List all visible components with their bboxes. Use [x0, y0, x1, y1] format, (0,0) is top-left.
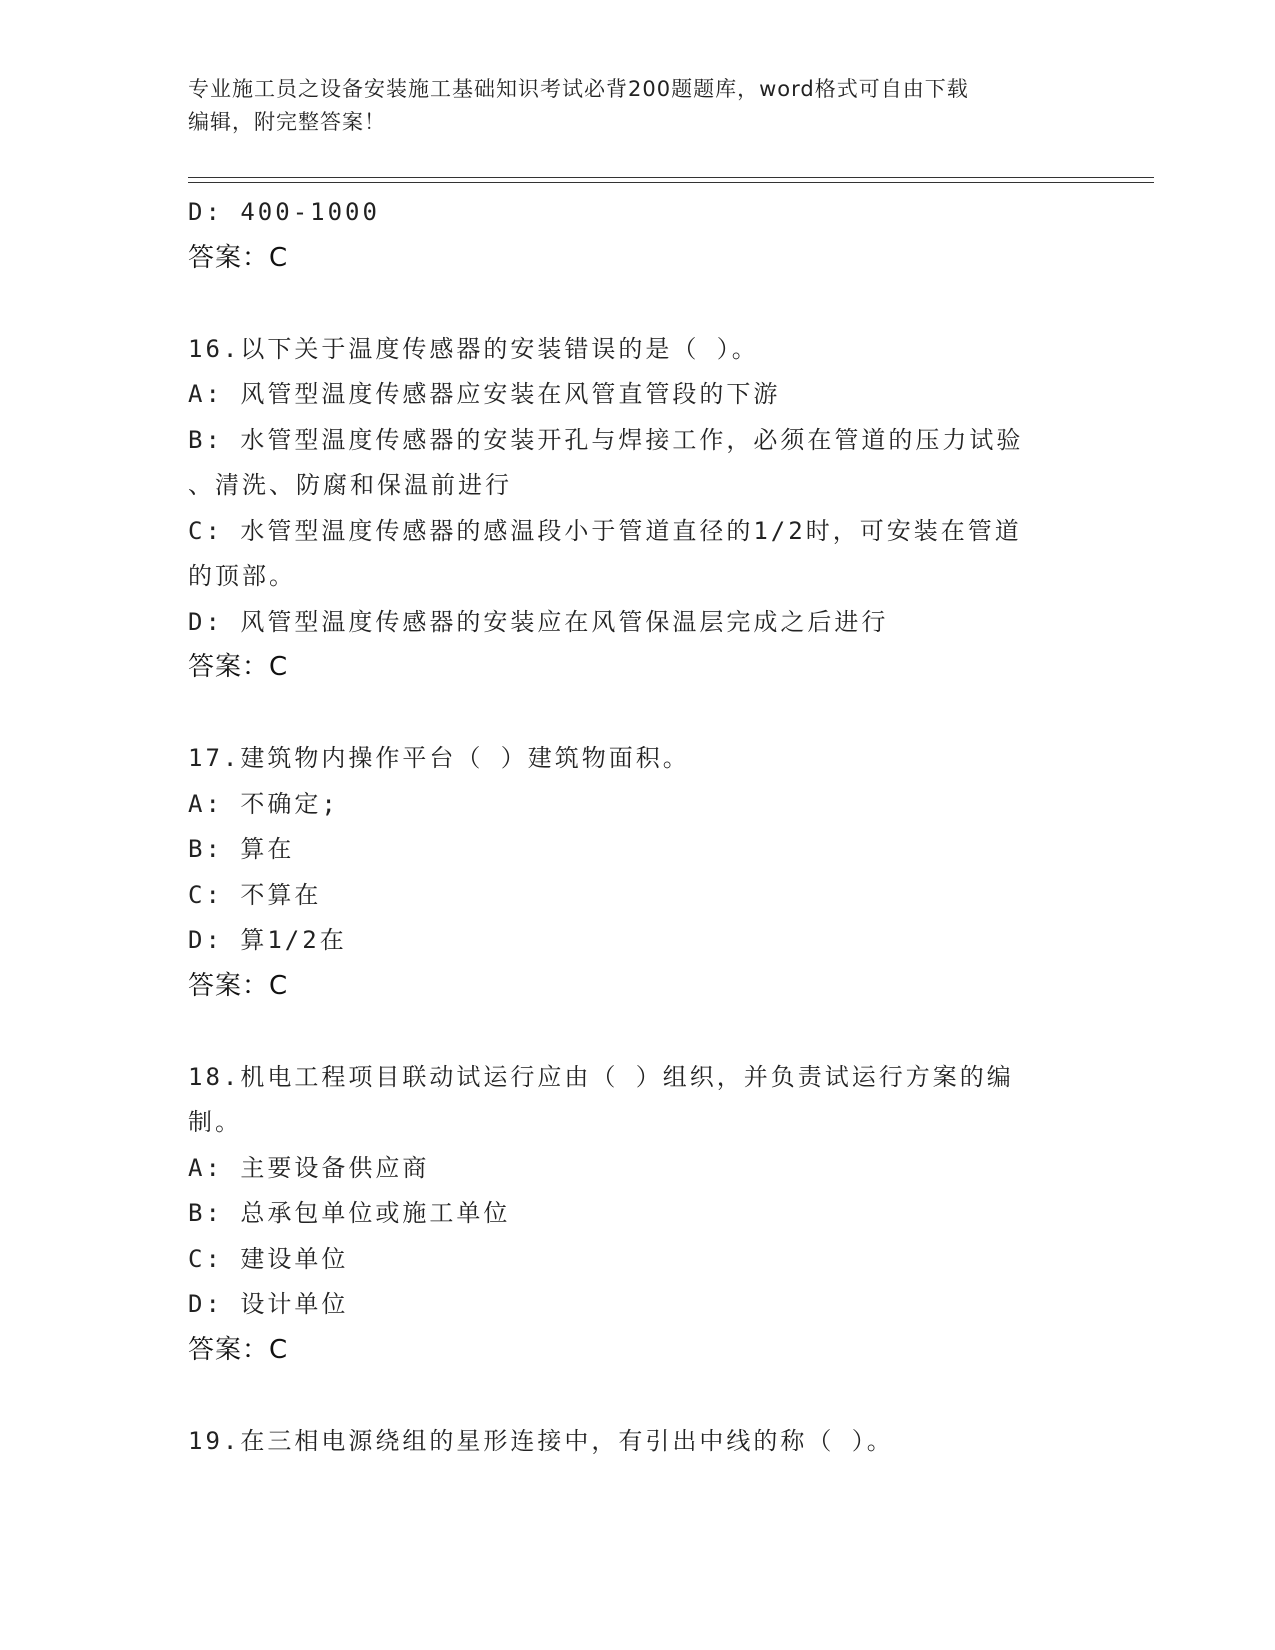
header-line-1: 专业施工员之设备安装施工基础知识考试必背200题题库，word格式可自由下载: [188, 77, 969, 101]
header-line-2: 编辑，附完整答案！: [188, 110, 386, 134]
header-divider-bottom: [188, 182, 1154, 183]
question-17: 17.建筑物内操作平台（ ）建筑物面积。: [188, 744, 690, 772]
option-line: C: 建设单位: [188, 1244, 349, 1273]
answer-line: 答案：C: [188, 242, 289, 273]
document-header: [188, 73, 1088, 139]
question-18-continued: 制。: [188, 1108, 242, 1136]
option-line-continued: 、清洗、防腐和保温前进行: [188, 471, 512, 499]
answer-line: 答案：C: [188, 1334, 289, 1365]
header-divider-top: [188, 177, 1154, 178]
question-18: 18.机电工程项目联动试运行应由（ ）组织，并负责试运行方案的编: [188, 1062, 1014, 1091]
option-line: D: 算1/2在: [188, 926, 347, 954]
document-body: [188, 190, 1088, 1464]
option-line: B: 算在: [188, 835, 295, 863]
option-line: B: 总承包单位或施工单位: [188, 1199, 511, 1227]
option-line: B: 水管型温度传感器的安装开孔与焊接工作，必须在管道的压力试验: [188, 425, 1024, 454]
option-line: A: 主要设备供应商: [188, 1153, 430, 1182]
option-line: C: 不算在: [188, 880, 322, 909]
spacer: [188, 1009, 1088, 1055]
question-16: 16.以下关于温度传感器的安装错误的是（ ）。: [188, 334, 759, 363]
option-line: D: 400-1000: [188, 198, 380, 226]
option-line: D: 设计单位: [188, 1290, 349, 1318]
option-line: C: 水管型温度传感器的感温段小于管道直径的1/2时，可安装在管道: [188, 516, 1022, 545]
question-19: 19.在三相电源绕组的星形连接中，有引出中线的称（ ）。: [188, 1426, 894, 1455]
option-line: A: 风管型温度传感器应安装在风管直管段的下游: [188, 380, 781, 408]
spacer: [188, 691, 1088, 737]
option-line-continued: 的顶部。: [188, 562, 296, 590]
answer-line: 答案：C: [188, 652, 289, 682]
spacer: [188, 281, 1088, 327]
option-line: D: 风管型温度传感器的安装应在风管保温层完成之后进行: [188, 607, 889, 636]
spacer: [188, 1373, 1088, 1419]
answer-line: 答案：C: [188, 970, 289, 1001]
option-line: A: 不确定;: [188, 789, 339, 818]
